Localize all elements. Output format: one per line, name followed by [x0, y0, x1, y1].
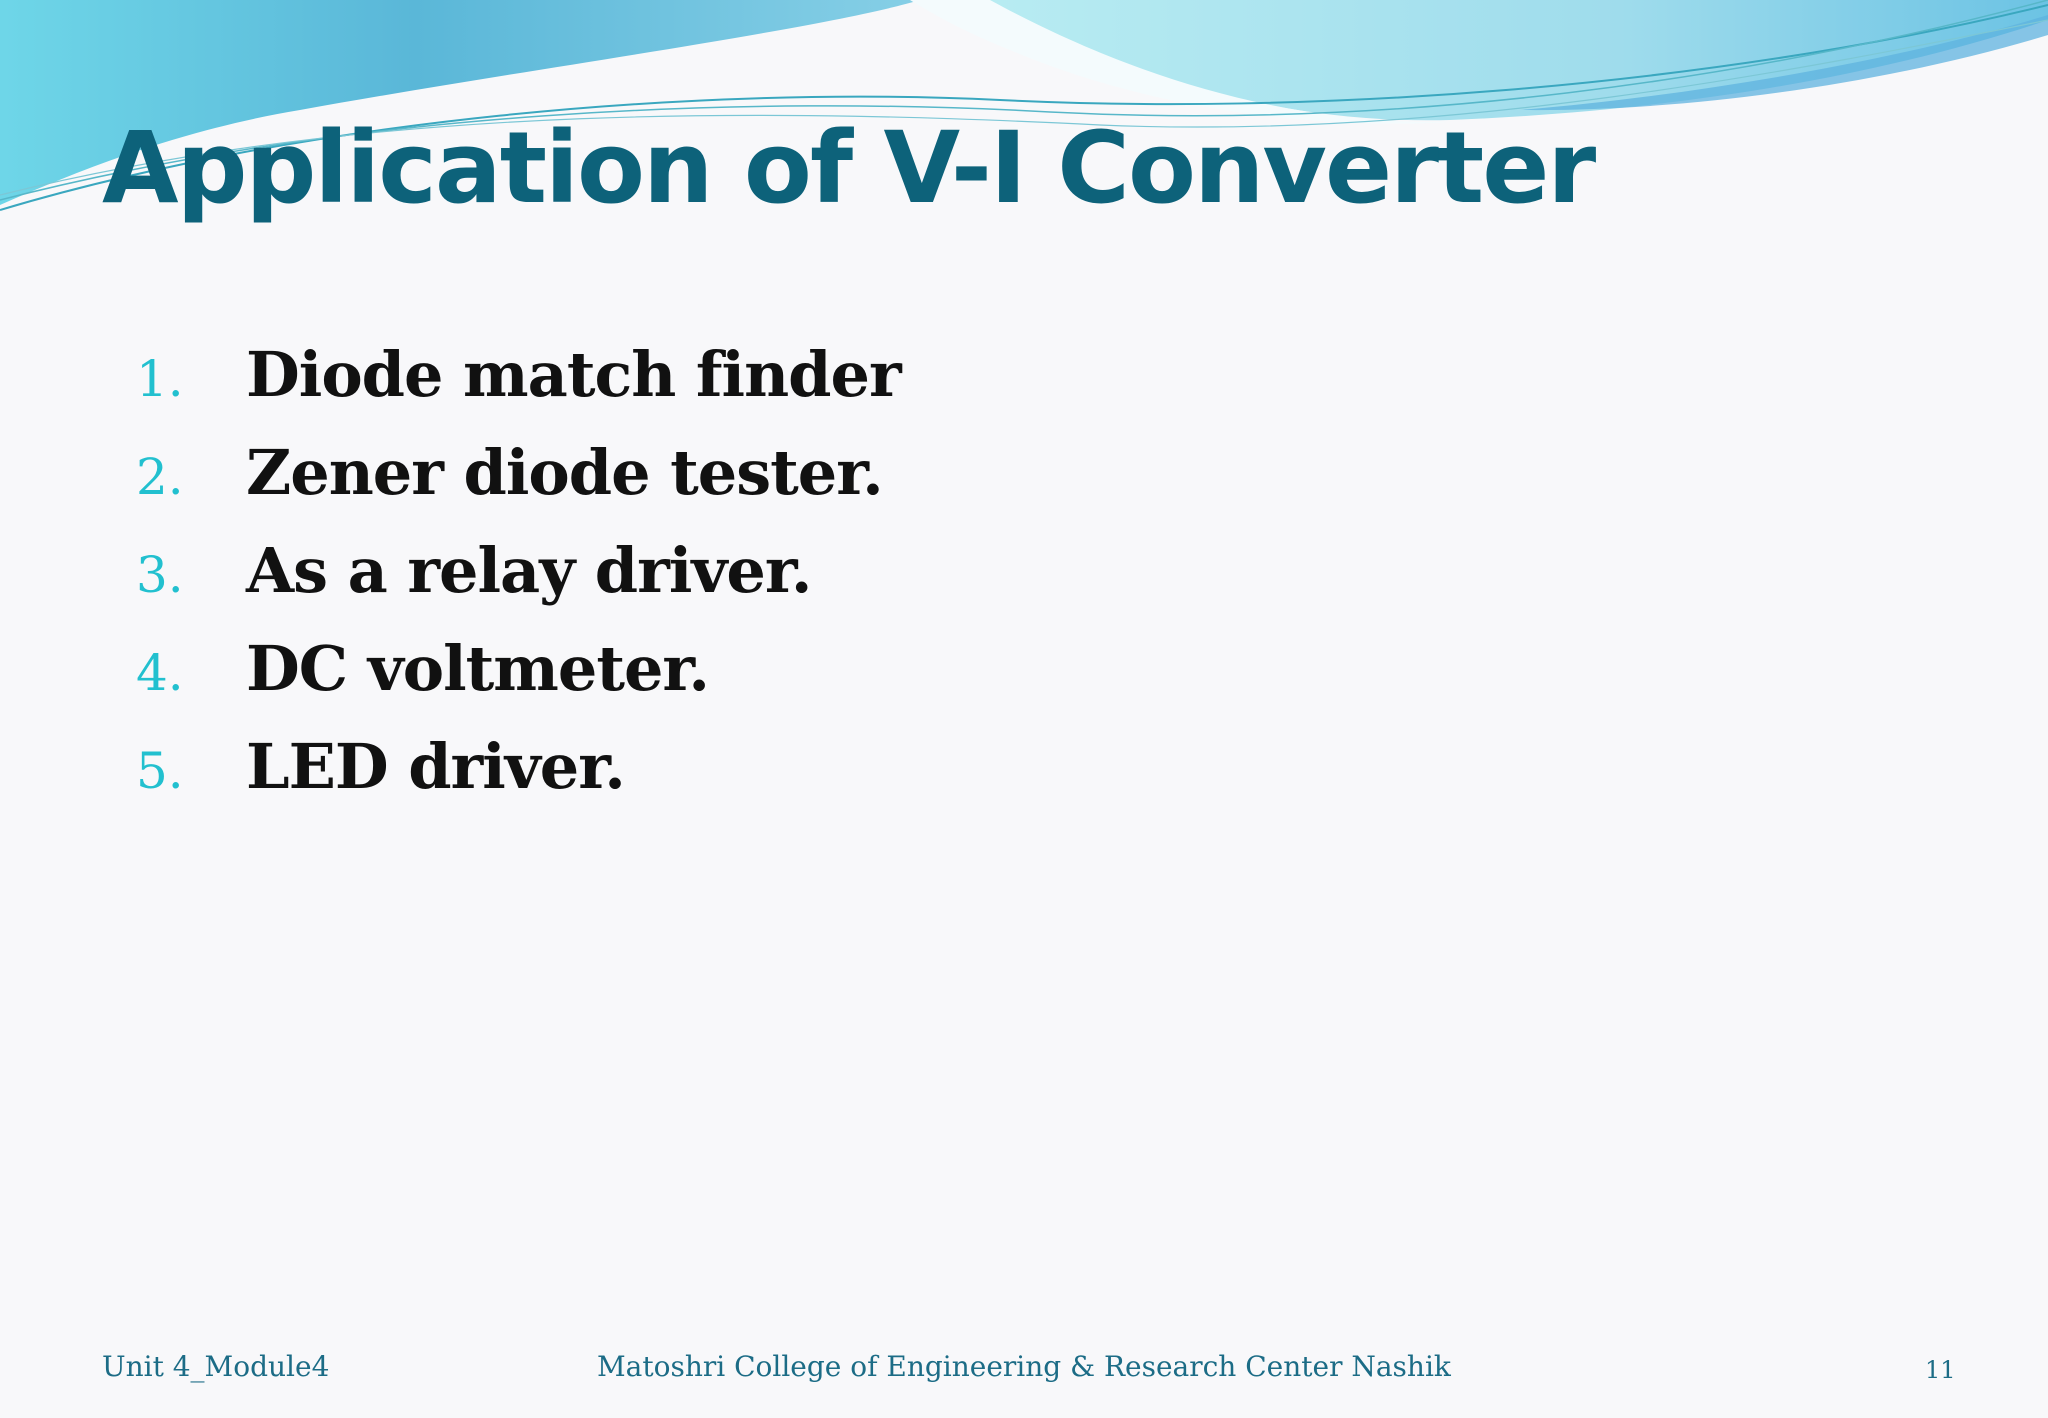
footer-unit-label: Unit 4_Module4 [102, 1350, 330, 1383]
list-item [136, 632, 901, 730]
list-number: 1. [136, 350, 184, 408]
list-item [136, 436, 901, 534]
list-text: Diode match finder [246, 338, 901, 411]
list-number: 3. [136, 546, 184, 604]
list-text: Zener diode tester. [246, 436, 883, 509]
application-list [136, 338, 901, 828]
list-number: 2. [136, 448, 184, 506]
list-item [136, 534, 901, 632]
list-number: 4. [136, 644, 184, 702]
list-text: As a relay driver. [246, 534, 812, 607]
footer-page-number: 11 [1925, 1356, 1956, 1384]
list-item [136, 730, 901, 828]
list-text: LED driver. [246, 730, 625, 803]
list-item [136, 338, 901, 436]
footer-college-name: Matoshri College of Engineering & Research Center Nashik [597, 1350, 1451, 1383]
list-text: DC voltmeter. [246, 632, 709, 705]
list-number: 5. [136, 742, 184, 800]
slide-title: Application of V-I Converter [102, 111, 1595, 226]
